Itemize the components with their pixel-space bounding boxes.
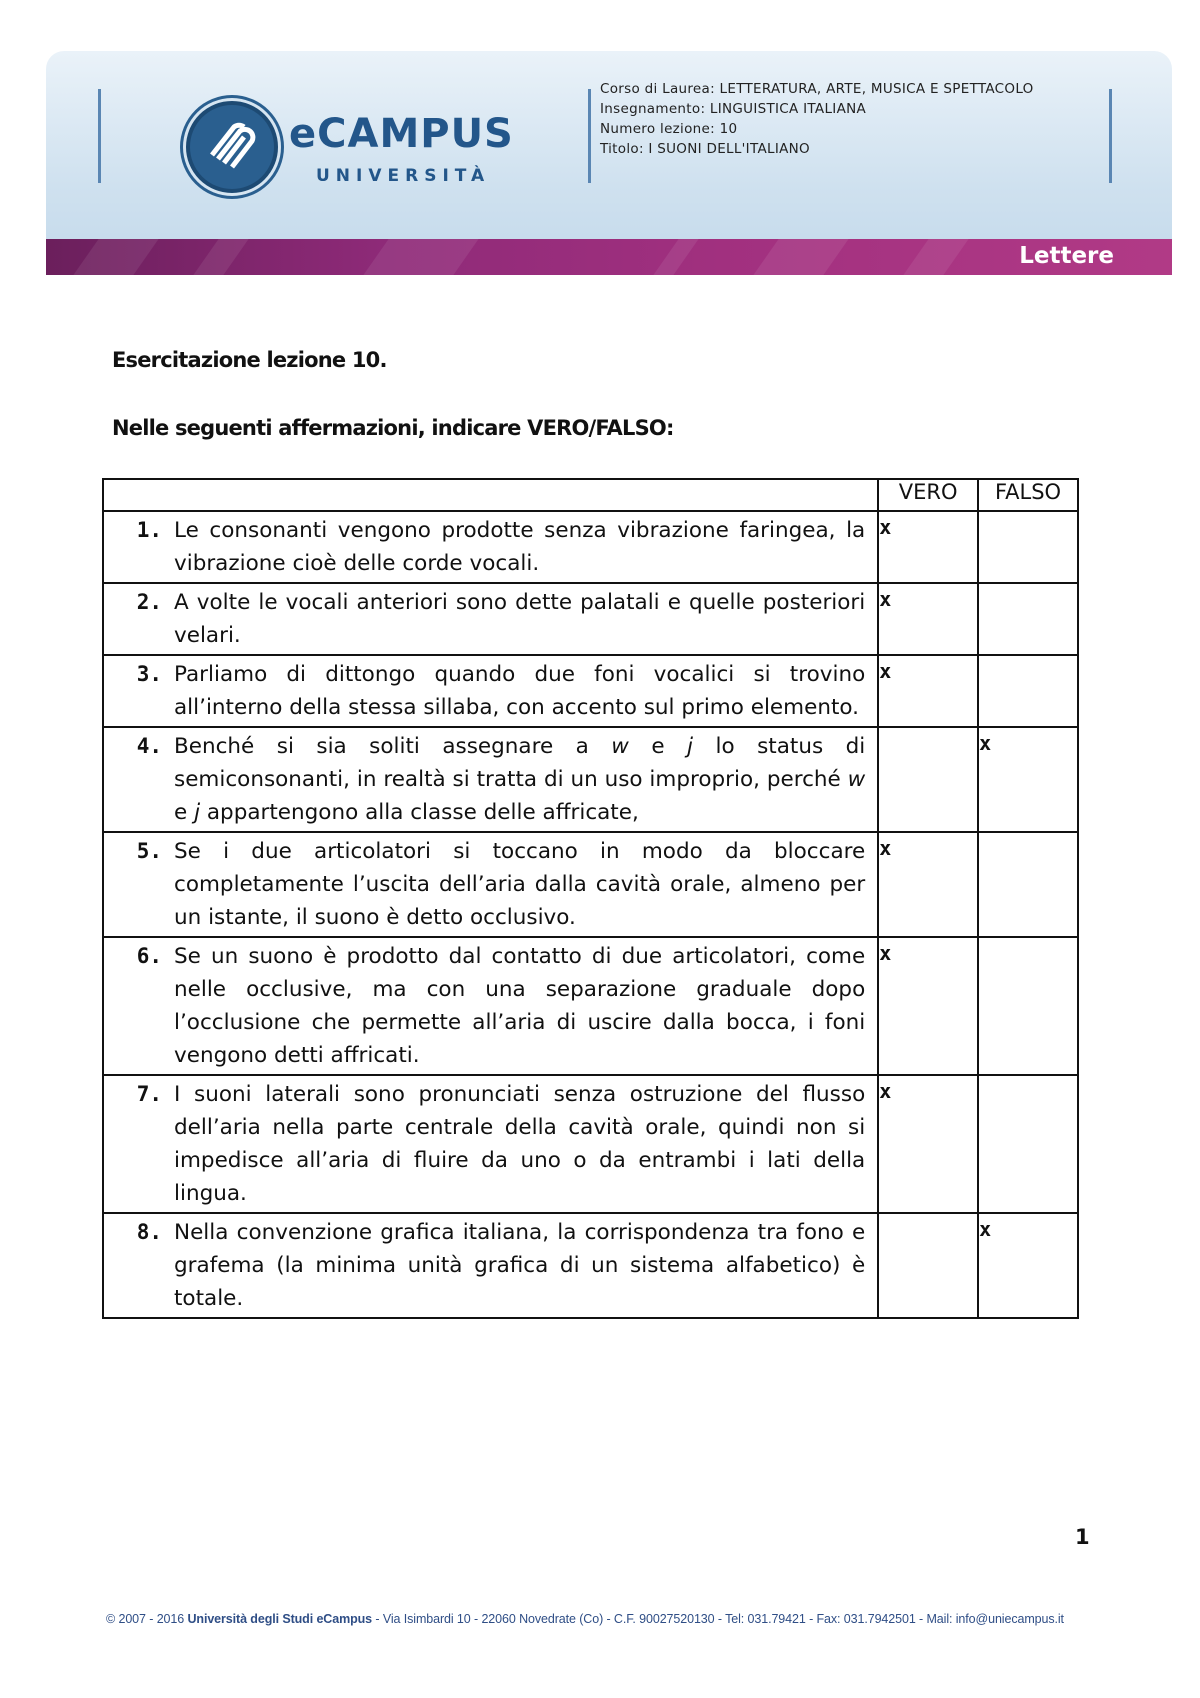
- footer-details: - Via Isimbardi 10 - 22060 Novedrate (Co) - C.F. 90027520130 - Tel: 031.79421 - Fax: 031.7942501 - Mail: info@uniecampus.it: [372, 1612, 1064, 1626]
- table-row: [103, 727, 1078, 832]
- statement-symbol: w: [847, 767, 866, 792]
- logo-subtitle: UNIVERSITÀ: [316, 166, 491, 186]
- table-row: [103, 583, 1078, 655]
- table-row: [103, 655, 1078, 727]
- statement-text: [174, 730, 865, 829]
- statement-cell: [103, 511, 878, 583]
- statement-fragment: Se un suono è prodotto dal contatto di due articolatori, come nelle occlusive, ma con una separazione graduale dopo l’occlusione che permette all’aria di uscire dalla bocca, i foni vengono detti affricati.: [174, 944, 866, 1068]
- vero-cell: x: [878, 1075, 978, 1213]
- statement-number: 3.: [136, 662, 162, 686]
- statement-number: 7.: [136, 1082, 162, 1106]
- footer-university: Università degli Studi eCampus: [187, 1612, 373, 1626]
- statement-symbol: j: [687, 734, 694, 759]
- header-statement: [103, 479, 878, 511]
- statement-number: 4.: [136, 734, 162, 758]
- statement-cell: [103, 1075, 878, 1213]
- page-number: 1: [1075, 1525, 1090, 1549]
- vero-cell: [878, 1213, 978, 1318]
- footer: [106, 1612, 1106, 1626]
- logo-wordmark: eCAMPUS: [289, 111, 514, 157]
- statement-fragment: e: [628, 734, 688, 759]
- ecampus-seal-logo-icon: [186, 101, 278, 193]
- statement-fragment: Benché si sia soliti assegnare a: [174, 734, 612, 759]
- statement-fragment: I suoni laterali sono pronunciati senza ostruzione del flusso dell’aria nella parte centrale della cavità orale, quindi non si impedisce all’aria di fluire da uno o da entrambi i lati della lingua.: [174, 1082, 866, 1206]
- header-vero: VERO: [878, 479, 978, 511]
- table-row: [103, 1213, 1078, 1318]
- table-header-row: [103, 479, 1078, 511]
- statement-text: [174, 940, 865, 1072]
- true-false-table: [102, 478, 1079, 1319]
- header-falso: FALSO: [978, 479, 1078, 511]
- table-row: [103, 1075, 1078, 1213]
- falso-cell: [978, 583, 1078, 655]
- falso-cell: x: [978, 727, 1078, 832]
- statement-cell: [103, 1213, 878, 1318]
- falso-cell: [978, 1075, 1078, 1213]
- statement-symbol: w: [611, 734, 629, 759]
- banner-divider-middle: [588, 89, 591, 183]
- statement-fragment: appartengono alla classe delle affricate,: [200, 800, 639, 825]
- statement-fragment: Se i due articolatori si toccano in modo da bloccare completamente l’uscita dell’aria dalla cavità orale, almeno per un istante, il suono è detto occlusivo.: [174, 839, 866, 930]
- vero-cell: x: [878, 937, 978, 1075]
- statement-cell: [103, 655, 878, 727]
- statement-text: [174, 514, 865, 580]
- statement-fragment: A volte le vocali anteriori sono dette palatali e quelle posteriori velari.: [174, 590, 866, 648]
- statement-fragment: Le consonanti vengono prodotte senza vibrazione faringea, la vibrazione cioè delle corde vocali.: [174, 518, 866, 576]
- statement-number: 6.: [136, 944, 162, 968]
- faculty-bar: [46, 239, 1172, 275]
- course-info-line: Titolo: I SUONI DELL'ITALIANO: [600, 141, 810, 157]
- statement-cell: [103, 832, 878, 937]
- statement-fragment: Nella convenzione grafica italiana, la corrispondenza tra fono e grafema (la minima unità grafica di un sistema alfabetico) è totale.: [174, 1220, 866, 1311]
- banner-divider-left: [98, 89, 101, 183]
- statement-number: 2.: [136, 590, 162, 614]
- vero-cell: [878, 727, 978, 832]
- vero-cell: x: [878, 655, 978, 727]
- falso-cell: [978, 937, 1078, 1075]
- banner-divider-right: [1109, 89, 1112, 183]
- statement-text: [174, 835, 865, 934]
- vero-cell: x: [878, 832, 978, 937]
- statement-symbol: j: [194, 800, 201, 825]
- statement-fragment: e: [174, 800, 195, 825]
- footer-copyright: © 2007 - 2016: [106, 1612, 188, 1626]
- course-info-line: Corso di Laurea: LETTERATURA, ARTE, MUSICA E SPETTACOLO: [600, 81, 1034, 97]
- falso-cell: x: [978, 1213, 1078, 1318]
- statement-text: [174, 586, 865, 652]
- header-banner: [46, 51, 1172, 275]
- vero-cell: x: [878, 511, 978, 583]
- vero-cell: x: [878, 583, 978, 655]
- course-info-line: Insegnamento: LINGUISTICA ITALIANA: [600, 101, 867, 117]
- statement-text: [174, 1078, 865, 1210]
- statement-cell: [103, 583, 878, 655]
- statement-number: 8.: [136, 1220, 162, 1244]
- table-row: [103, 832, 1078, 937]
- statement-number: 5.: [136, 839, 162, 863]
- course-info: [600, 79, 1034, 159]
- faculty-label: Lettere: [1019, 243, 1114, 269]
- page-title: Esercitazione lezione 10.: [112, 348, 387, 372]
- falso-cell: [978, 655, 1078, 727]
- statement-cell: [103, 937, 878, 1075]
- table-row: [103, 937, 1078, 1075]
- table-row: [103, 511, 1078, 583]
- course-info-line: Numero lezione: 10: [600, 121, 738, 137]
- falso-cell: [978, 832, 1078, 937]
- statement-text: [174, 1216, 865, 1315]
- statement-fragment: Parliamo di dittongo quando due foni vocalici si trovino all’interno della stessa sillaba, con accento sul primo elemento.: [174, 662, 866, 720]
- statement-text: [174, 658, 865, 724]
- statement-number: 1.: [136, 518, 162, 542]
- falso-cell: [978, 511, 1078, 583]
- statement-fragment: lo status di semiconsonanti, in realtà si tratta di un uso improprio, perché: [174, 734, 866, 792]
- instruction-text: Nelle seguenti affermazioni, indicare VERO/FALSO:: [112, 416, 674, 440]
- statement-cell: [103, 727, 878, 832]
